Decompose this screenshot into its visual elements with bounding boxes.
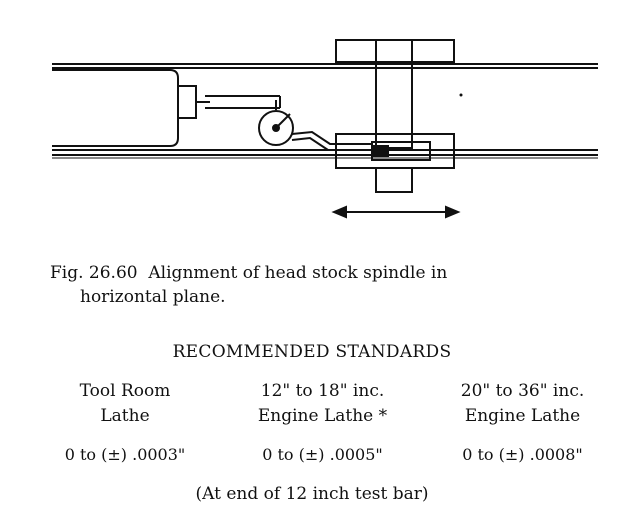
column-2-header-line2: Engine Lathe * — [257, 406, 388, 426]
figure-caption-text: Alignment of head stock spindle in — [148, 263, 448, 283]
saddle-top-block — [336, 40, 454, 62]
column-2-header-line1: 12" to 18" inc. — [260, 381, 385, 401]
column-1-header-line1: Tool Room — [79, 381, 171, 401]
alignment-diagram — [0, 0, 624, 240]
figure-caption-line1 — [50, 263, 447, 283]
post-foot — [376, 168, 412, 192]
test-bar-note: (At end of 12 inch test bar) — [195, 484, 429, 504]
traverse-arrow — [334, 207, 458, 217]
vertical-post — [376, 40, 412, 148]
figure-caption-line2: horizontal plane. — [80, 287, 226, 307]
column-1-value: 0 to (±) .0003" — [64, 445, 186, 464]
figure-number: Fig. 26.60 — [50, 263, 138, 283]
headstock-body — [52, 70, 178, 146]
column-1-header-line2: Lathe — [100, 406, 150, 426]
column-3-value: 0 to (±) .0008" — [462, 445, 583, 464]
column-2-value: 0 to (±) .0005" — [262, 445, 383, 464]
column-3-header-line1: 20" to 36" inc. — [460, 381, 585, 401]
spindle-nose — [178, 86, 196, 118]
standards-heading: RECOMMENDED STANDARDS — [172, 342, 452, 362]
column-3-header-line2: Engine Lathe — [464, 406, 581, 426]
